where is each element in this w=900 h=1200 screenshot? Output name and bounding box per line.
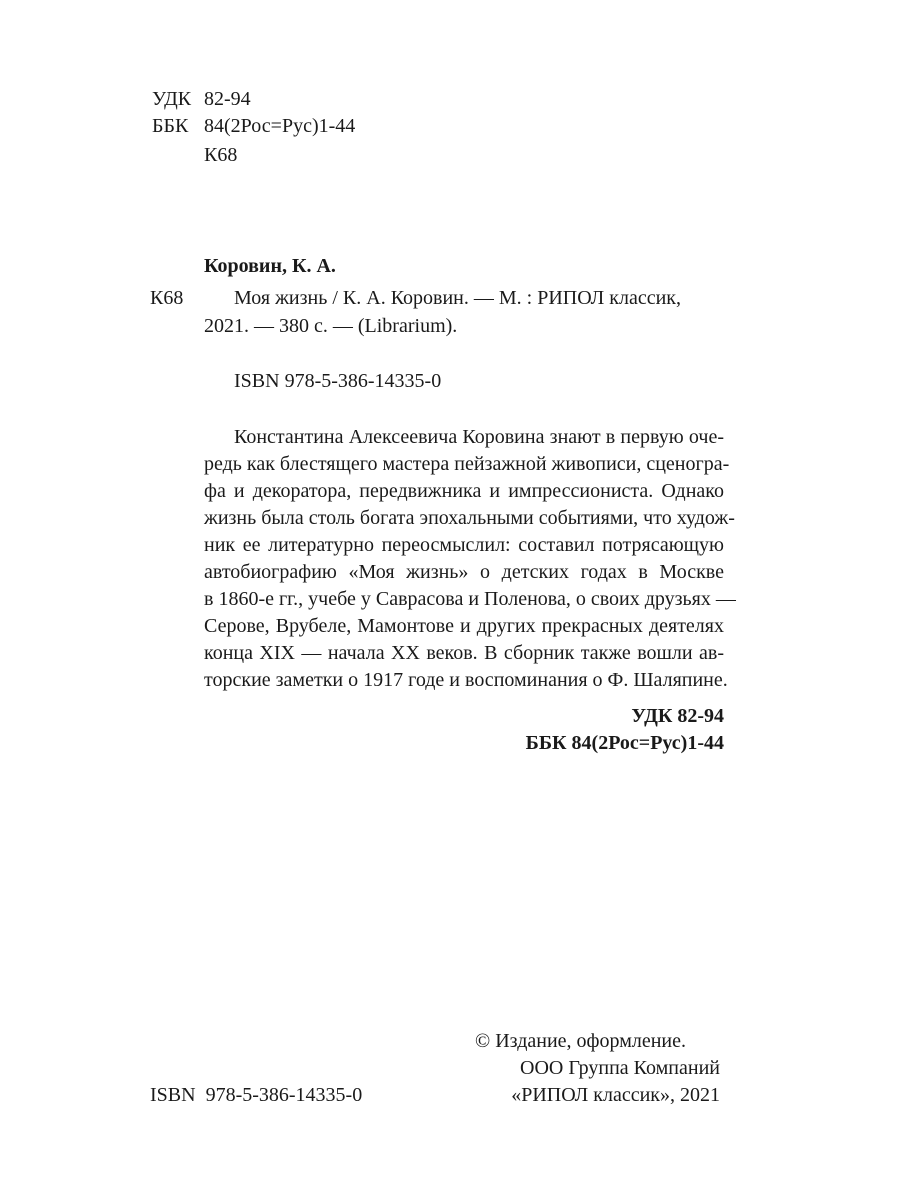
footer-isbn: ISBN 978-5-386-14335-0 xyxy=(150,1084,363,1106)
publisher-year-line: «РИПОЛ классик», 2021 xyxy=(511,1084,720,1106)
author-mark: К68 xyxy=(204,144,238,166)
bbk-value: 84(2Рос=Рус)1-44 xyxy=(204,115,356,137)
annotation-line: Серове, Врубеле, Мамонтове и других прекрасных деятелях xyxy=(204,615,724,637)
annotation-line: Константина Алексеевича Коровина знают в первую оче- xyxy=(234,426,724,448)
copyright-line: © Издание, оформление. xyxy=(475,1030,686,1052)
record-author: Коровин, К. А. xyxy=(204,255,336,277)
annotation-line: фа и декоратора, передвижника и импрессиониста. Однако xyxy=(204,480,724,502)
udk-label: УДК xyxy=(152,88,192,110)
record-author-mark: К68 xyxy=(150,287,184,309)
udk-code xyxy=(152,86,251,113)
annotation-line: конца XIX — начала XX веков. В сборник также вошли ав- xyxy=(204,642,724,664)
record-isbn: ISBN 978-5-386-14335-0 xyxy=(234,370,442,392)
annotation-line: редь как блестящего мастера пейзажной живописи, сценогра- xyxy=(204,453,730,475)
bbk-summary: ББК 84(2Рос=Рус)1-44 xyxy=(525,732,724,754)
annotation-line: автобиографию «Моя жизнь» о детских годах в Москве xyxy=(204,561,724,583)
annotation-paragraph xyxy=(204,424,736,694)
annotation-line: в 1860-е гг., учебе у Саврасова и Поленова, о своих друзьях — xyxy=(204,588,736,610)
annotation-line: жизнь была столь богата эпохальными событиями, что худож- xyxy=(204,507,735,529)
udk-summary: УДК 82-94 xyxy=(631,705,724,727)
annotation-line: ник ее литературно переосмыслил: составил потрясающую xyxy=(204,534,724,556)
annotation-line: торские заметки о 1917 годе и воспоминания о Ф. Шаляпине. xyxy=(204,669,728,691)
publisher-line: ООО Группа Компаний xyxy=(520,1057,720,1079)
bbk-code xyxy=(152,113,355,140)
record-title-line: Моя жизнь / К. А. Коровин. — М. : РИПОЛ классик, xyxy=(234,287,681,309)
record-imprint-line: 2021. — 380 с. — (Librarium). xyxy=(204,315,458,337)
udk-value: 82-94 xyxy=(204,88,251,110)
bbk-label: ББК xyxy=(152,115,189,137)
